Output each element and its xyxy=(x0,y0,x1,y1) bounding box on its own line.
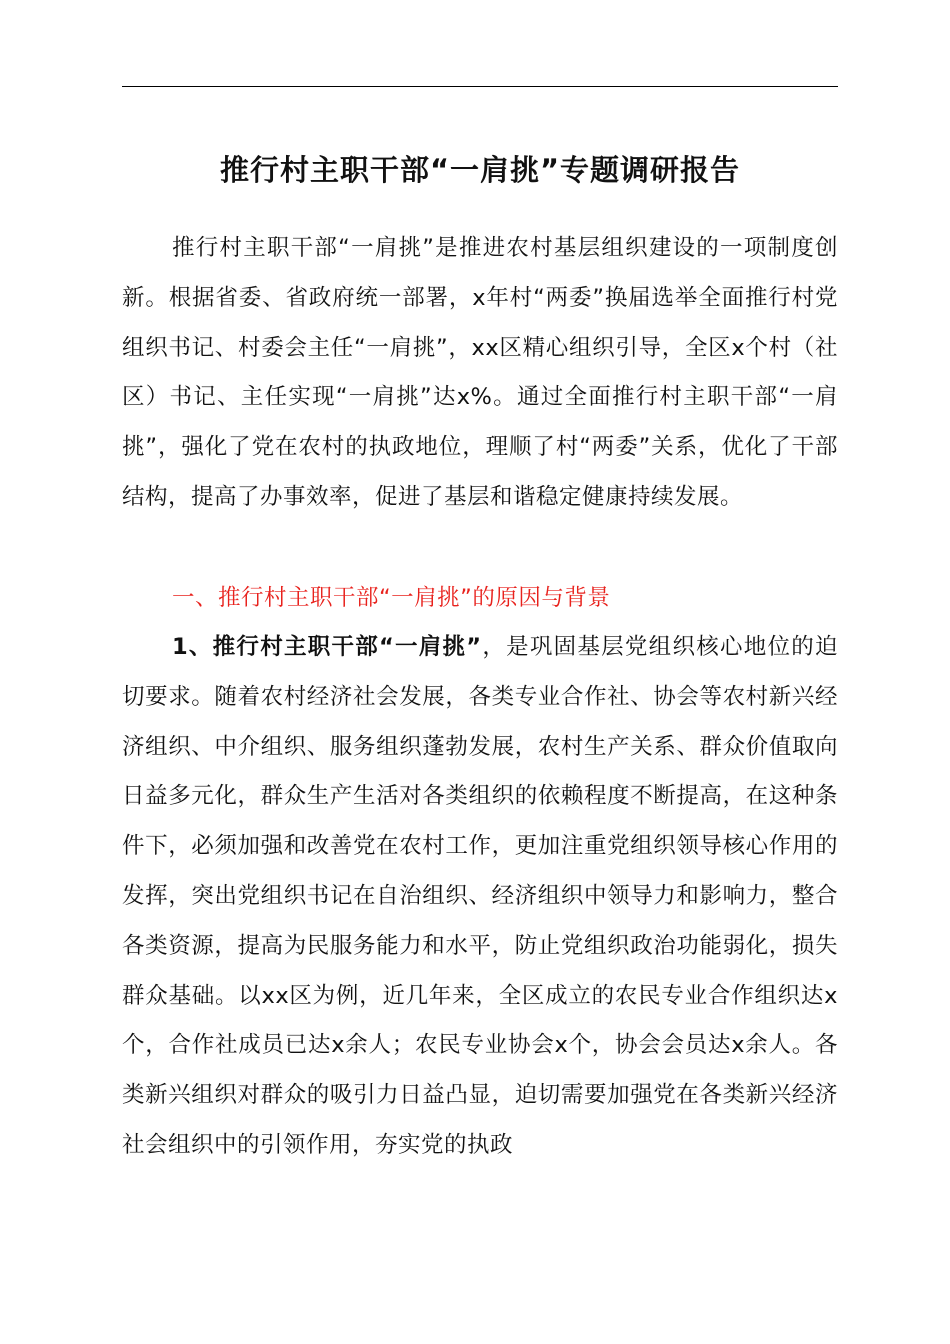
report-title: 推行村主职干部“一肩挑”专题调研报告 xyxy=(219,153,741,187)
intro-paragraph: 推行村主职干部“一肩挑”是推进农村基层组织建设的一项制度创新。根据省委、省政府统一部署，x年村“两委”换届选举全面推行村党组织书记、村委会主任“一肩挑”，xx区精心组织引导，全区x个村（社区）书记、主任实现“一肩挑”达x%。通过全面推行村主职干部“一肩挑”，强化了党在农村的执政地位，理顺了村“两委”关系，优化了干部结构，提高了办事效率，促进了基层和谐稳定健康持续发展。 xyxy=(122,235,838,510)
point-1-text: ，是巩固基层党组织核心地位的迫切要求。随着农村经济社会发展，各类专业合作社、协会等农村新兴经济组织、中介组织、服务组织蓬勃发展，农村生产关系、群众价值取向日益多元化，群众生产生活对各类组织的依赖程度不断提高，在这种条件下，必须加强和改善党在农村工作，更加注重党组织领导核心作用的发挥，突出党组织书记在自治组织、经济组织中领导力和影响力，整合各类资源，提高为民服务能力和水平，防止党组织政治功能弱化，损失群众基础。以xx区为例，近几年来，全区成立的农民专业合作组织达x个，合作社成员已达x余人；农民专业协会x个，协会会员达x余人。各类新兴组织对群众的吸引力日益凸显，迫切需要加强党在各类新兴经济社会组织中的引领作用，夯实党的执政 xyxy=(122,634,838,1158)
point-1-lead: 1、推行村主职干部“一肩挑” xyxy=(172,634,482,660)
header-rule xyxy=(122,86,838,87)
section-heading-1: 一、推行村主职干部“一肩挑”的原因与背景 xyxy=(172,585,611,611)
point-1-paragraph xyxy=(122,623,838,1171)
